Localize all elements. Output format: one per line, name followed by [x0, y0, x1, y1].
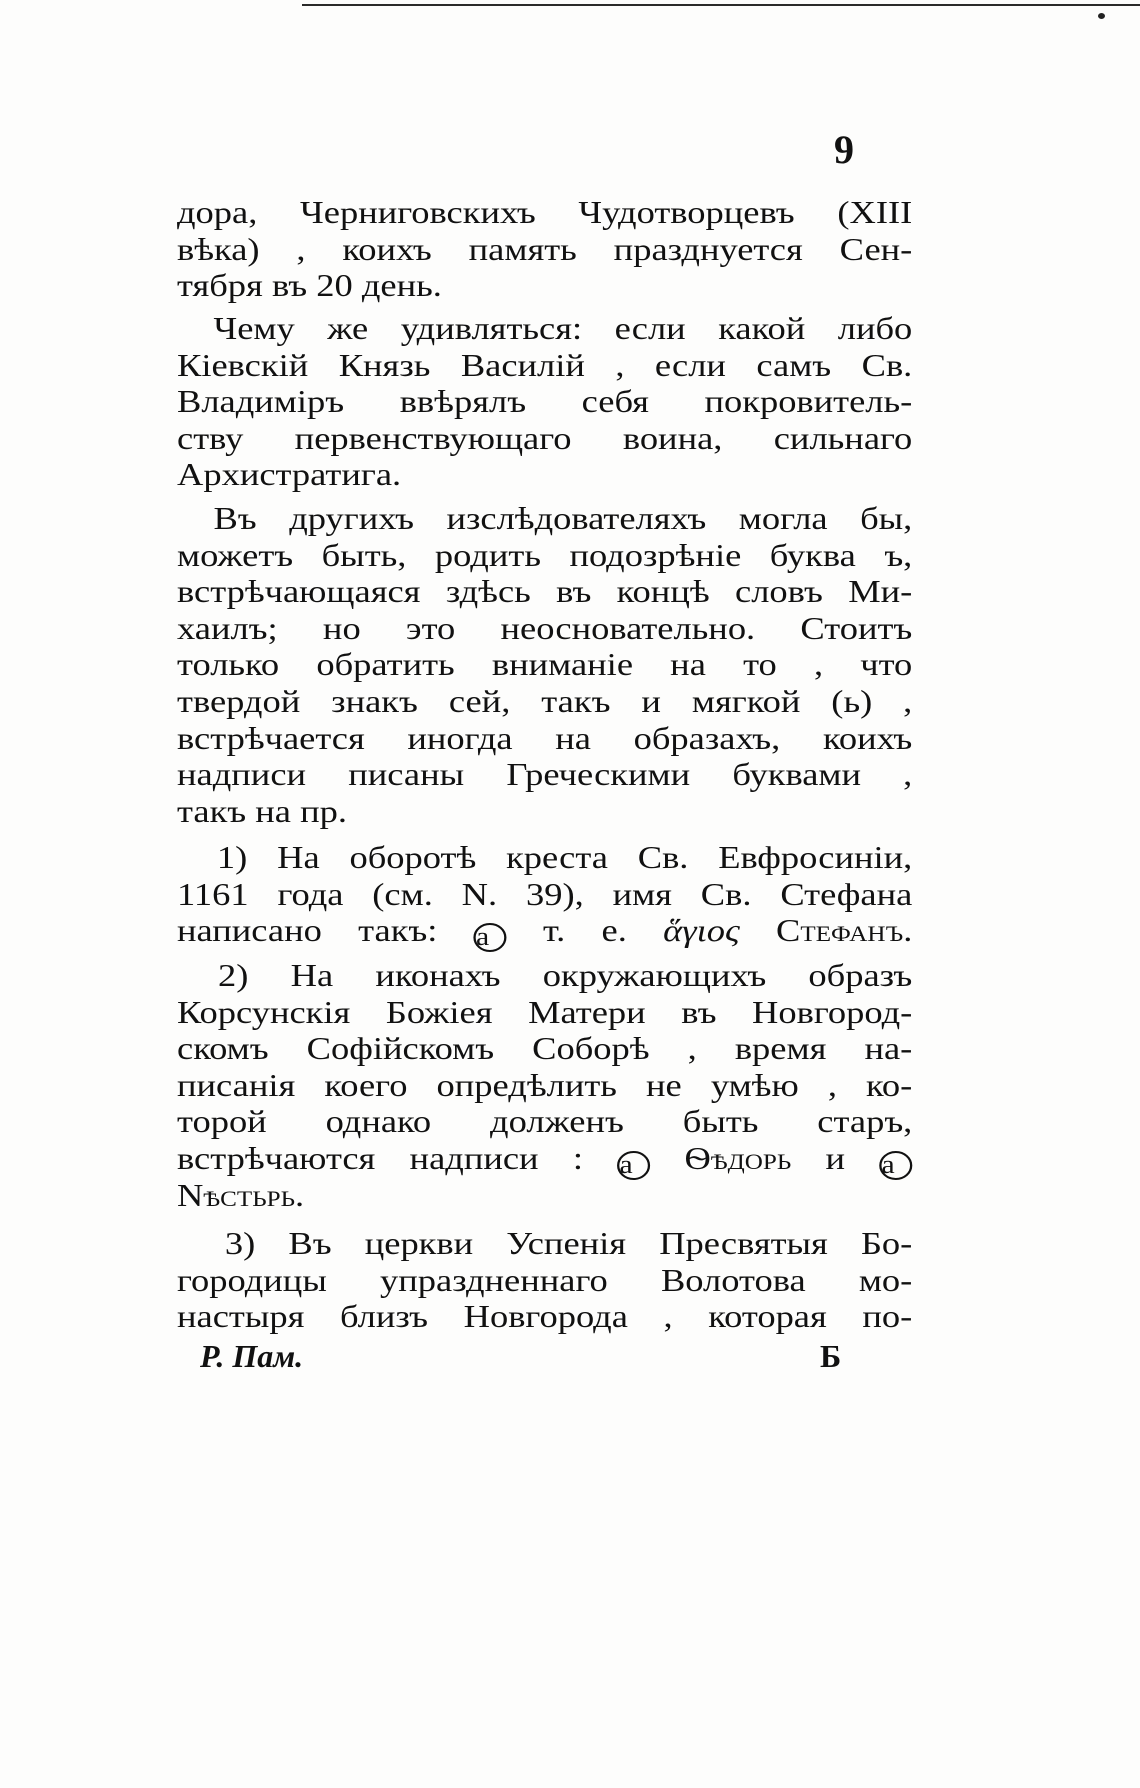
footer-signature-title: Р. Пам.	[200, 1338, 304, 1374]
text-line: Корсунскія Божіея Матери въ Новгород-	[177, 993, 913, 1030]
text-line: ству первенствующаго воина, сильнаго	[177, 419, 913, 456]
text-segment	[650, 1140, 684, 1176]
text-line: Владиміръ ввѣрялъ себя покровитель-	[177, 383, 913, 420]
paragraph-5	[177, 957, 912, 1213]
text-segment: .	[903, 912, 913, 949]
text-segment: встрѣчаются надписи :	[177, 1139, 618, 1176]
paragraph-1	[177, 194, 912, 304]
scan-mark	[1098, 13, 1105, 19]
text-line: тября въ 20 день.	[177, 267, 442, 304]
circled-letter: а	[474, 923, 507, 952]
text-line: надписи писаны Греческими буквами ,	[177, 756, 913, 793]
text-line: только обратить вниманіе на то , что	[177, 646, 913, 683]
text-line: 1161 года (см. N. 39), имя Св. Стефана	[177, 875, 913, 912]
text-line: дора, Черниговскихъ Чудотворцевъ (XIII	[177, 194, 913, 230]
text-line: вѣка) , коихъ память празднуется Сен-	[177, 230, 913, 267]
text-line	[177, 1177, 912, 1214]
text-segment: написано такъ:	[177, 912, 474, 949]
text-line: настыря близъ Новгорода , которая по-	[177, 1298, 913, 1335]
page-number: 9	[834, 127, 854, 172]
text-line: 3) Въ церкви Успенія Пресвятыя Бо-	[224, 1225, 913, 1261]
small-caps-name: Nѣстьрь	[177, 1176, 295, 1213]
circled-letter: а	[617, 1151, 650, 1180]
text-segment: .	[294, 1176, 305, 1213]
text-line: можетъ быть, родить подозрѣніе буква ъ,	[177, 536, 913, 573]
paragraph-6	[177, 1225, 912, 1335]
text-line: городицы упраздненнаго Волотова мо-	[177, 1261, 913, 1298]
text-line: твердой знакъ сей, такъ и мягкой (ь) ,	[177, 682, 913, 719]
text-line	[177, 1140, 912, 1177]
paragraph-2	[177, 310, 912, 493]
footer-signature-letter: Б	[820, 1338, 842, 1374]
paragraph-3	[177, 500, 912, 829]
text-line: 1) На оборотѣ креста Св. Евфросиніи,	[216, 839, 913, 875]
paragraph-4	[177, 839, 913, 952]
text-line: Чему же удивляться: если какой либо	[213, 310, 913, 346]
text-segment: т. е.	[506, 912, 664, 949]
text-line: хаилъ; но это неосновательно. Стоитъ	[177, 609, 913, 646]
text-line: встрѣчающаяся здѣсь въ концѣ словъ Ми-	[177, 573, 913, 610]
body-text	[177, 0, 912, 1400]
text-line: Архистратига.	[177, 456, 402, 493]
text-line: такъ на пр.	[177, 792, 348, 829]
text-line	[177, 912, 913, 952]
text-line: писанія коего опредѣлить не умѣю , ко-	[177, 1066, 913, 1103]
text-line: скомъ Софійскомъ Соборѣ , время на-	[177, 1030, 913, 1067]
greek-word: ἅγιος	[663, 912, 740, 949]
small-caps-name: Стефанъ	[776, 912, 904, 949]
text-line: 2) На иконахъ окружающихъ образъ	[218, 957, 913, 993]
text-line: Въ другихъ изслѣдователяхъ могла бы,	[213, 500, 913, 536]
text-segment: и	[791, 1139, 880, 1176]
circled-letter: а	[879, 1151, 912, 1180]
text-segment	[740, 912, 776, 948]
text-line: торой однако долженъ быть старъ,	[177, 1103, 913, 1140]
text-line: Кіевскій Князь Василій , если самъ Св.	[177, 346, 913, 383]
text-line: встрѣчается иногда на образахъ, коихъ	[177, 719, 913, 756]
small-caps-name: Ѳѣдорь	[684, 1139, 792, 1176]
